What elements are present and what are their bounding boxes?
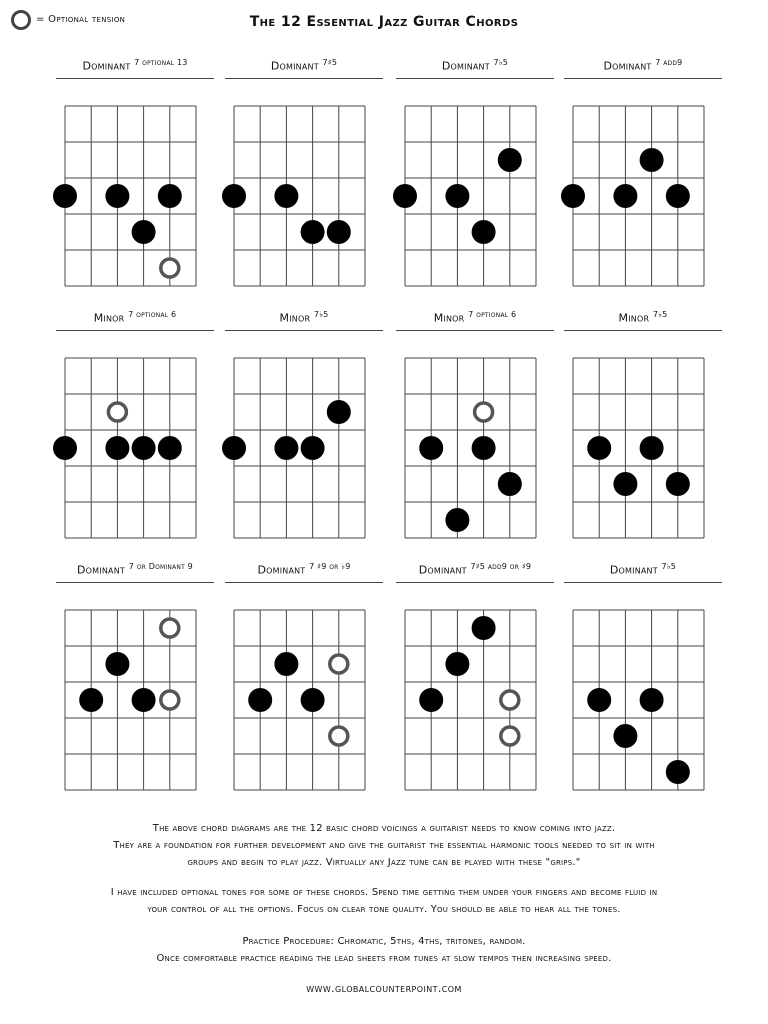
- chord-diagram: [390, 562, 560, 802]
- finger-dot: [105, 184, 129, 208]
- chord-title: [219, 58, 389, 73]
- finger-dot: [666, 184, 690, 208]
- chord-name: Dominant: [82, 59, 131, 73]
- title-underline: [225, 582, 383, 583]
- chord-diagram: [50, 58, 220, 298]
- fretboard-grid: [219, 86, 389, 296]
- footer-line: They are a foundation for further development and give the guitarist the essential harmonic tools needed to sit in with: [113, 840, 655, 851]
- finger-dot: [327, 220, 351, 244]
- chord-name: Dominant: [418, 563, 467, 577]
- footer-line: your control of all the options. Focus on clear tone quality. You should be able to hear all the tones.: [147, 904, 621, 915]
- fretboard-grid: [558, 590, 728, 800]
- finger-dot: [445, 508, 469, 532]
- finger-dot: [79, 688, 103, 712]
- chord-name: Minor: [433, 311, 465, 325]
- finger-dot: [132, 436, 156, 460]
- chord-diagram: [390, 58, 560, 298]
- finger-dot: [248, 688, 272, 712]
- chord-suffix: 7 or Dominant 9: [128, 562, 193, 571]
- finger-dot: [393, 184, 417, 208]
- finger-dot: [301, 688, 325, 712]
- finger-dot: [132, 688, 156, 712]
- finger-dot: [472, 436, 496, 460]
- fretboard-grid: [50, 338, 220, 548]
- optional-tension-ring: [501, 691, 519, 709]
- title-underline: [396, 330, 554, 331]
- finger-dot: [222, 184, 246, 208]
- chord-title: [50, 58, 220, 73]
- finger-dot: [498, 472, 522, 496]
- chord-suffix: 7♭5: [493, 58, 509, 67]
- title-underline: [56, 582, 214, 583]
- footer-paragraph-2: [0, 884, 768, 918]
- fretboard-grid: [219, 338, 389, 548]
- fretboard-grid: [219, 590, 389, 800]
- finger-dot: [561, 184, 585, 208]
- finger-dot: [419, 436, 443, 460]
- finger-dot: [498, 148, 522, 172]
- chord-name: Minor: [93, 311, 125, 325]
- title-underline: [396, 78, 554, 79]
- footer-line: Practice Procedure: Chromatic, 5ths, 4ths, tritones, random.: [242, 936, 526, 947]
- finger-dot: [301, 220, 325, 244]
- chord-suffix: 7 optional 6: [468, 310, 517, 319]
- finger-dot: [445, 184, 469, 208]
- finger-dot: [53, 184, 77, 208]
- finger-dot: [587, 688, 611, 712]
- chord-title: [50, 562, 220, 577]
- title-underline: [225, 78, 383, 79]
- chord-diagram: [50, 310, 220, 550]
- chord-suffix: 7 add9: [655, 58, 683, 67]
- chord-diagram: [390, 310, 560, 550]
- chord-name: Dominant: [257, 563, 306, 577]
- finger-dot: [132, 220, 156, 244]
- footer-paragraph-3: [0, 933, 768, 967]
- title-underline: [564, 582, 722, 583]
- chord-suffix: 7♯5: [322, 58, 338, 67]
- legend-text: = Optional tension: [36, 14, 126, 25]
- chord-name: Dominant: [609, 563, 658, 577]
- chord-title: [219, 562, 389, 577]
- finger-dot: [327, 400, 351, 424]
- fretboard-grid: [558, 338, 728, 548]
- chord-title: [50, 310, 220, 325]
- title-underline: [564, 330, 722, 331]
- chord-name: Minor: [618, 311, 650, 325]
- title-underline: [56, 330, 214, 331]
- finger-dot: [613, 184, 637, 208]
- chord-suffix: 7♭5: [652, 310, 668, 319]
- finger-dot: [105, 436, 129, 460]
- finger-dot: [53, 436, 77, 460]
- finger-dot: [158, 184, 182, 208]
- finger-dot: [105, 652, 129, 676]
- fretboard-grid: [390, 338, 560, 548]
- finger-dot: [472, 220, 496, 244]
- chord-title: [219, 310, 389, 325]
- title-underline: [225, 330, 383, 331]
- chord-title: [558, 562, 728, 577]
- footer-paragraph-1: [0, 820, 768, 871]
- chord-suffix: 7♭5: [313, 310, 329, 319]
- chord-diagram: [219, 562, 389, 802]
- chord-name: Dominant: [77, 563, 125, 577]
- chord-diagram: [219, 58, 389, 298]
- chord-suffix: 7♭5: [661, 562, 677, 571]
- chord-title: [390, 562, 560, 577]
- finger-dot: [274, 436, 298, 460]
- chord-suffix: 7 optional 6: [128, 310, 177, 319]
- optional-tension-ring: [161, 259, 179, 277]
- optional-tension-ring: [330, 727, 348, 745]
- finger-dot: [640, 436, 664, 460]
- fretboard-grid: [390, 590, 560, 800]
- optional-tension-ring: [475, 403, 493, 421]
- finger-dot: [666, 472, 690, 496]
- finger-dot: [613, 724, 637, 748]
- chord-title: [390, 58, 560, 73]
- chord-diagram: [558, 562, 728, 802]
- finger-dot: [587, 436, 611, 460]
- footer-line: The above chord diagrams are the 12 basic chord voicings a guitarist needs to know coming into jazz.: [152, 823, 616, 834]
- title-underline: [396, 582, 554, 583]
- optional-tension-ring: [161, 619, 179, 637]
- fretboard-grid: [50, 86, 220, 296]
- chord-name: Dominant: [603, 59, 652, 73]
- finger-dot: [158, 436, 182, 460]
- title-underline: [56, 78, 214, 79]
- footer-line: Once comfortable practice reading the lead sheets from tunes at slow tempos then increasing speed.: [156, 953, 612, 964]
- optional-tension-ring: [501, 727, 519, 745]
- footer-line: groups and begin to play jazz. Virtually any Jazz tune can be played with these "grips.": [187, 857, 581, 868]
- fretboard-grid: [390, 86, 560, 296]
- optional-tension-ring: [108, 403, 126, 421]
- finger-dot: [640, 688, 664, 712]
- finger-dot: [419, 688, 443, 712]
- chord-title: [558, 58, 728, 73]
- chord-suffix: 7♯5 add9 or ♯9: [470, 562, 532, 571]
- chord-diagram: [558, 58, 728, 298]
- optional-tension-ring: [161, 691, 179, 709]
- optional-tension-ring: [330, 655, 348, 673]
- finger-dot: [274, 652, 298, 676]
- chord-title: [558, 310, 728, 325]
- footer-line: I have included optional tones for some of these chords. Spend time getting them under your fingers and become fluid in: [110, 887, 658, 898]
- chord-name: Minor: [279, 311, 311, 325]
- finger-dot: [640, 148, 664, 172]
- chord-diagram: [219, 310, 389, 550]
- page-title: The 12 Essential Jazz Guitar Chords: [249, 14, 519, 30]
- chord-suffix: 7 optional 13: [134, 58, 188, 67]
- finger-dot: [274, 184, 298, 208]
- chord-name: Dominant: [441, 59, 490, 73]
- fretboard-grid: [50, 590, 220, 800]
- finger-dot: [222, 436, 246, 460]
- fretboard-grid: [558, 86, 728, 296]
- finger-dot: [472, 616, 496, 640]
- finger-dot: [666, 760, 690, 784]
- chord-diagram: [50, 562, 220, 802]
- website-link[interactable]: www.globalcounterpoint.com: [306, 982, 462, 995]
- title-underline: [564, 78, 722, 79]
- chord-title: [390, 310, 560, 325]
- finger-dot: [445, 652, 469, 676]
- chord-name: Dominant: [270, 59, 319, 73]
- finger-dot: [613, 472, 637, 496]
- chord-suffix: 7 ♯9 or ♭9: [309, 562, 351, 571]
- finger-dot: [301, 436, 325, 460]
- chord-diagram: [558, 310, 728, 550]
